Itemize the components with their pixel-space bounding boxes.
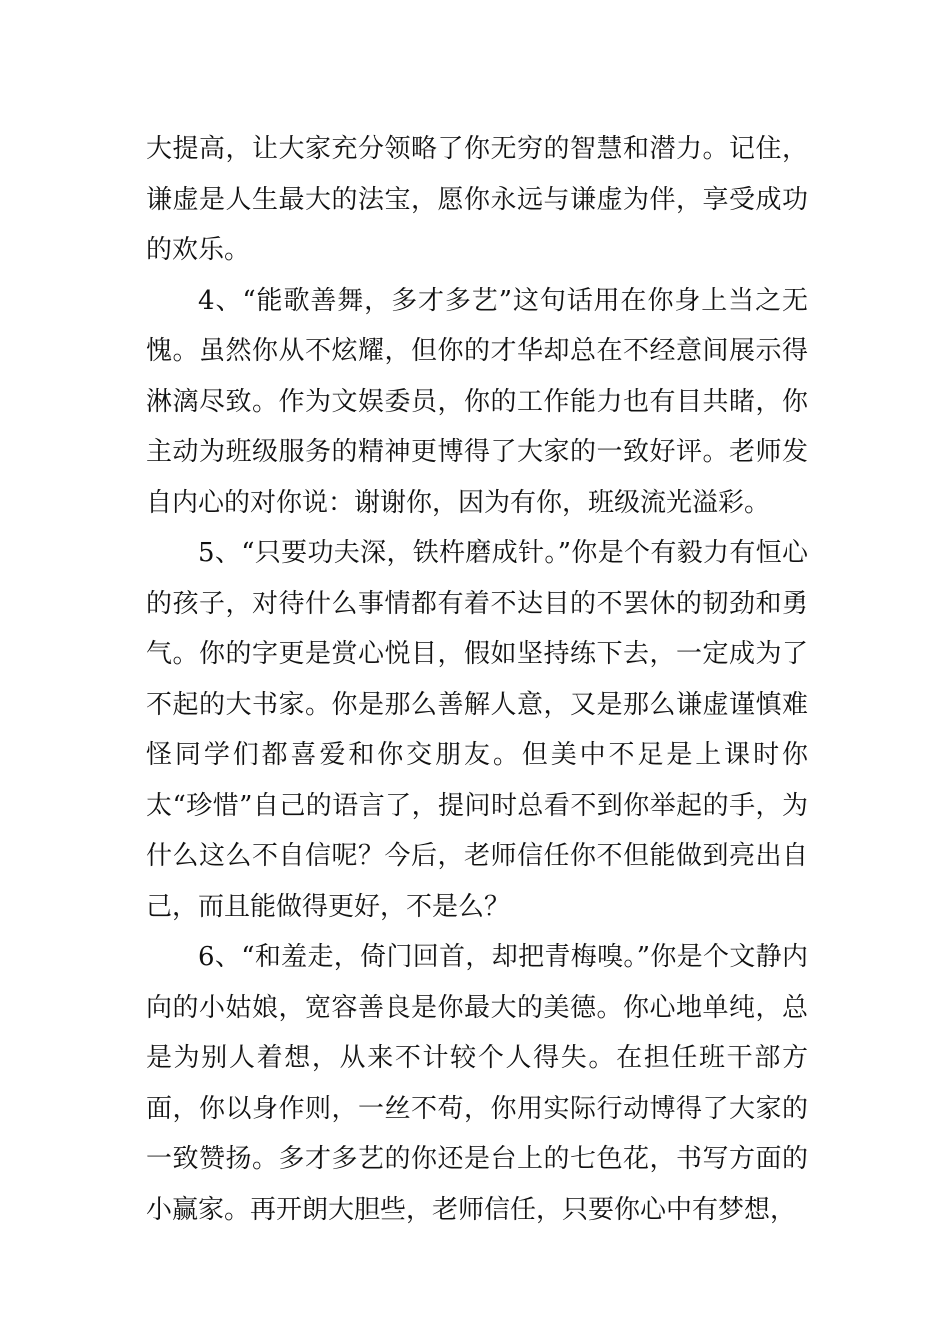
paragraph-continued: 大提高，让大家充分领略了你无穷的智慧和潜力。记住，谦虚是人生最大的法宝，愿你永远与谦虚为伴，享受成功的欢乐。 <box>146 134 808 265</box>
paragraph-6: 6、“和羞走，倚门回首，却把青梅嗅。”你是个文静内向的小姑娘，宽容善良是你最大的美德。你心地单纯，总是为别人着想，从来不计较个人得失。在担任班干部方面，你以身作则，一丝不苟，你用实际行动博得了大家的一致赞扬。多才多艺的你还是台上的七色花，书写方面的小赢家。再开朗大胆些，老师信任，只要你心中有梦想， <box>146 942 808 1225</box>
document-body <box>146 124 808 1235</box>
paragraph-4: 4、“能歌善舞，多才多艺”这句话用在你身上当之无愧。虽然你从不炫耀，但你的才华却总在不经意间展示得淋漓尽致。作为文娱委员，你的工作能力也有目共睹，你主动为班级服务的精神更博得了大家的一致好评。老师发自内心的对你说：谢谢你，因为有你，班级流光溢彩。 <box>146 285 808 518</box>
paragraph-5: 5、“只要功夫深，铁杵磨成针。”你是个有毅力有恒心的孩子，对待什么事情都有着不达目的不罢休的韧劲和勇气。你的字更是赏心悦目，假如坚持练下去，一定成为了不起的大书家。你是那么善解人意，又是那么谦虚谨慎难怪同学们都喜爱和你交朋友。但美中不足是上课时你太“珍惜”自己的语言了，提问时总看不到你举起的手，为什么这么不自信呢？今后，老师信任你不但能做到亮出自己，而且能做得更好，不是么？ <box>146 538 808 922</box>
